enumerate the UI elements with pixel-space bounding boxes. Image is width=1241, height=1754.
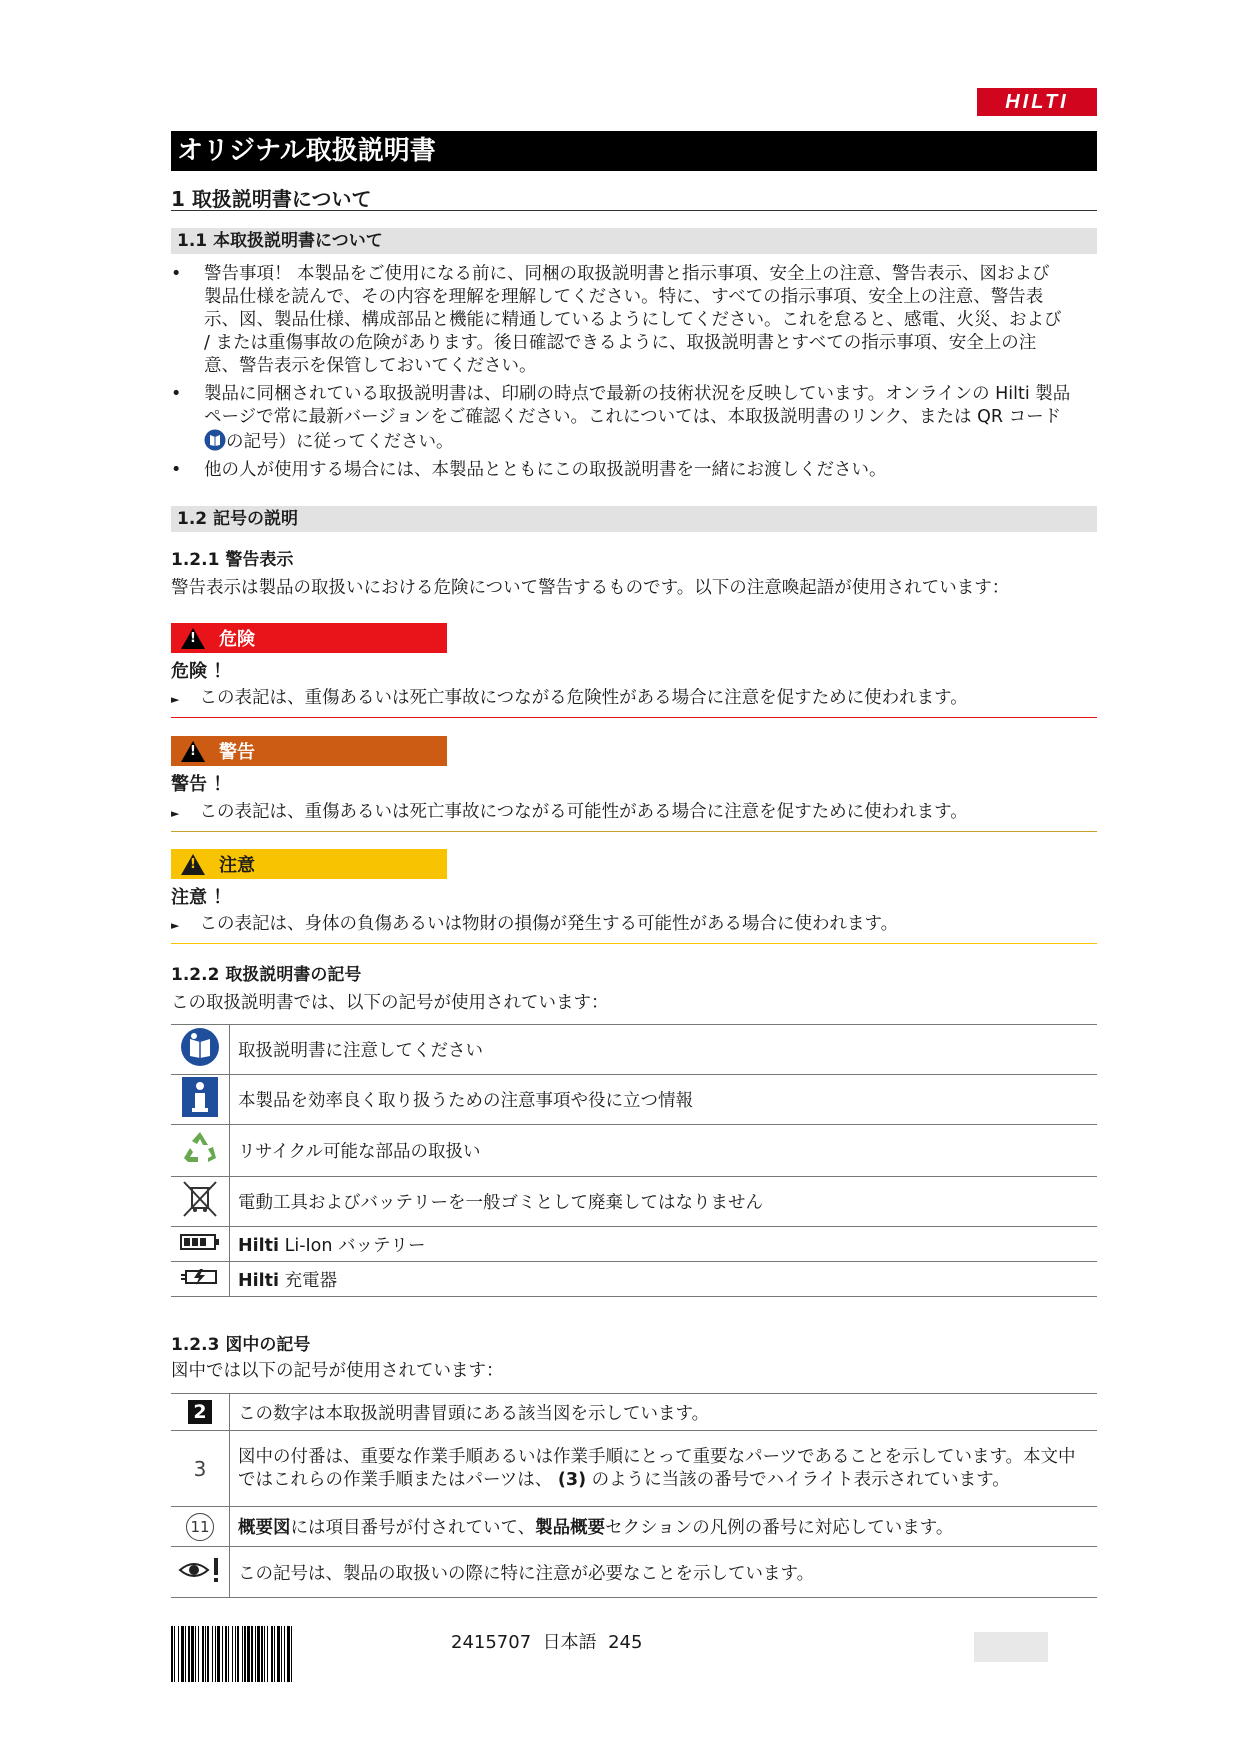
section-heading-1: 1 取扱説明書について [171,183,1097,211]
warning-signal-word: 警告 ！ [171,774,232,795]
read-manual-icon [204,429,226,451]
table-row: 2 この数字は本取扱説明書冒頭にある該当図を示しています。 [171,1394,1097,1431]
hilti-logo: HILTI [977,88,1097,116]
table-row: Hilti 充電器 [171,1262,1097,1297]
warning-description: ► この表記は、重傷あるいは死亡事故につながる可能性がある場合に注意を促すために使われます。 [171,798,1097,832]
table-row: 本製品を効率良く取り扱うための注意事項や役に立つ情報 [171,1075,1097,1125]
arrow-bullet-icon: ► [171,919,180,932]
warning-triangle-icon [181,741,205,762]
list-item: • 他の人が使用する場合には、本製品とともにこの取扱説明書を一緒にお渡しください。 [171,459,1121,482]
list-item: • 製品に同梱されている取扱説明書は、印刷の時点で最新の技術状況を反映しています。オンラインの Hilti 製品ページで常に最新バージョンをご確認ください。これについては、本取扱説明書のリンク、または QR コード の記号）に従ってください。 [171,383,1084,454]
footer-page-info: 2415707 日本語 245 [451,1632,643,1653]
section-heading-1-2-1: 1.2.1 警告表示 [171,550,294,570]
no-trash-icon [180,1178,220,1220]
battery-icon [180,1233,220,1251]
warning-intro-text: 警告表示は製品の取扱いにおける危険について警告するものです。以下の注意喚起語が使用されています： [171,578,1010,598]
caution-signal-bar: ! 注意 [171,849,447,879]
charger-icon [180,1267,220,1287]
step-number-icon: 3 [193,1456,207,1481]
manual-symbols-intro: この取扱説明書では、以下の記号が使用されています： [171,993,609,1013]
about-manual-bullets [171,263,1121,487]
item-number-icon: 11 [186,1513,214,1541]
figure-symbols-intro: 図中では以下の記号が使用されています： [171,1361,504,1381]
caution-signal-word: 注意 ！ [171,887,232,908]
table-row: 11 概要図には項目番号が付されていて、製品概要セクションの凡例の番号に対応しています。 [171,1507,1097,1547]
danger-signal-word: 危険 ！ [171,661,232,682]
table-row: 取扱説明書に注意してください [171,1025,1097,1075]
arrow-bullet-icon: ► [171,807,180,820]
recycle-icon [180,1128,220,1168]
info-icon [182,1077,218,1117]
manual-symbols-table [171,1024,1097,1297]
warning-triangle-icon [181,628,205,649]
list-item: • 警告事項！ 本製品をご使用になる前に、同梱の取扱説明書と指示事項、安全上の注意、警告表示、図および製品仕様を読んで、その内容を理解を理解してください。特に、すべての指示事項、安全上の注意、警告表示、図、製品仕様、構成部品と機能に精通しているようにしてください。これを怠ると、感電、火災、および / または重傷事故の危険があります。後日確認できるように、取扱説明書とすべての指示事項、安全上の注意、警告表示を保管しておいてください。 [171,263,1064,378]
figure-symbols-table [171,1393,1097,1598]
table-row: Hilti Li-Ion バッテリー [171,1227,1097,1262]
section-heading-1-2-2: 1.2.2 取扱説明書の記号 [171,965,362,985]
warning-triangle-icon [181,854,205,875]
table-row: 電動工具およびバッテリーを一般ゴミとして廃棄してはなりません [171,1177,1097,1227]
barcode [171,1626,429,1682]
warning-signal-bar: ! 警告 [171,736,447,766]
danger-description: ► この表記は、重傷あるいは死亡事故につながる危険性がある場合に注意を促すために使われます。 [171,684,1097,718]
document-title: オリジナル取扱説明書 [171,131,1097,171]
section-heading-1-1: 1.1 本取扱説明書について [171,228,1097,254]
page-marker [974,1632,1048,1662]
table-row: 3 図中の付番は、重要な作業手順あるいは作業手順にとって重要なパーツであることを示しています。本文中ではこれらの作業手順またはパーツは、 (3) のように当該の番号でハイライト表示されています。 [171,1431,1097,1507]
table-row: リサイクル可能な部品の取扱い [171,1125,1097,1177]
table-row: この記号は、製品の取扱いの際に特に注意が必要なことを示しています。 [171,1547,1097,1598]
section-heading-1-2: 1.2 記号の説明 [171,506,1097,532]
read-manual-icon [180,1027,220,1067]
figure-number-icon: 2 [188,1400,212,1424]
danger-signal-bar: ! 危険 [171,623,447,653]
caution-description: ► この表記は、身体の負傷あるいは物財の損傷が発生する可能性がある場合に使われます。 [171,910,1097,944]
section-heading-1-2-3: 1.2.3 図中の記号 [171,1335,311,1355]
arrow-bullet-icon: ► [171,693,180,706]
attention-eye-icon [178,1555,222,1585]
